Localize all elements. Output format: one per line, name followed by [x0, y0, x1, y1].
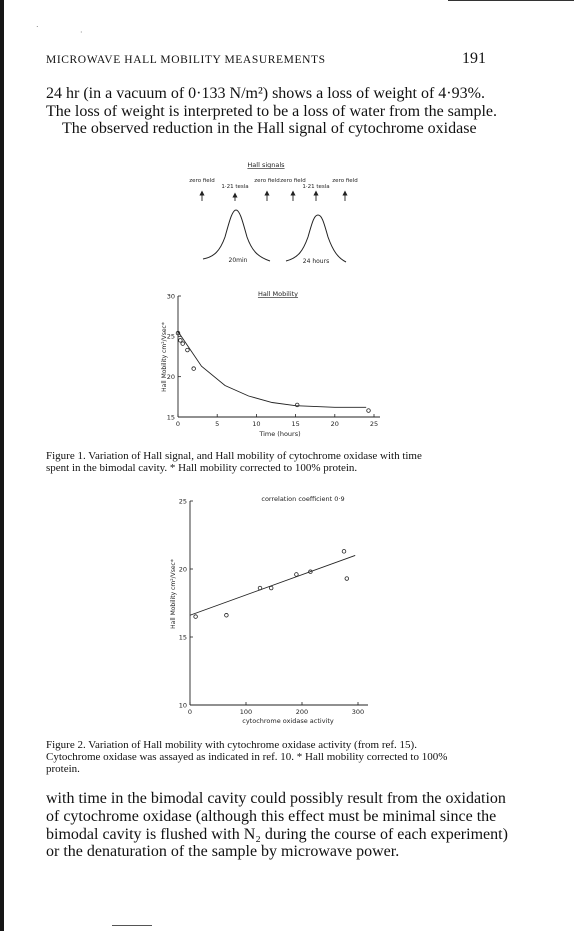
x-tick-label: 0: [175, 420, 181, 428]
chart-2: [170, 495, 368, 725]
x-tick-label: 15: [291, 420, 300, 428]
data-point: [258, 586, 262, 590]
data-point: [225, 613, 229, 617]
x-tick-label: 200: [295, 708, 309, 716]
inset-label: 1·21 tesla: [302, 184, 330, 190]
chart-1: [161, 290, 380, 438]
y-axis-label: Hall Mobility cm²/Vsec*: [161, 322, 168, 392]
data-point: [367, 409, 371, 413]
x-tick-label: 100: [239, 708, 253, 716]
peak-label: 20min: [228, 257, 248, 264]
regression-line: [190, 555, 355, 615]
y-tick-label: 10: [178, 701, 187, 710]
y-tick-label: 20: [166, 372, 175, 381]
fit-curve: [178, 332, 366, 408]
figure-2-caption: [46, 739, 486, 775]
data-point: [295, 573, 299, 577]
text-line: with time in the bimodal cavity could possibly result from the oxidation: [46, 790, 506, 807]
page-edge-shadow: [0, 0, 4, 931]
running-head: MICROWAVE HALL MOBILITY MEASUREMENTS: [46, 54, 326, 66]
y-tick-label: 20: [178, 565, 187, 574]
caption-line: Figure 2. Variation of Hall mobility with cytochrome oxidase activity (from ref. 15).: [46, 739, 417, 751]
figure-1-caption: [46, 450, 486, 474]
hall-signals-inset: [189, 161, 357, 265]
top-rule: [448, 0, 574, 1]
data-point: [186, 348, 190, 352]
page-number: 191: [462, 50, 486, 67]
print-speck: .: [36, 20, 39, 29]
x-tick-label: 5: [215, 420, 220, 428]
bottom-rule: [112, 925, 152, 926]
data-point: [345, 577, 349, 581]
peak-label: 24 hours: [302, 258, 330, 265]
data-point: [192, 367, 196, 371]
figure-2: [148, 490, 368, 730]
x-axis-label: Time (hours): [259, 430, 301, 438]
y-tick-label: 30: [166, 292, 175, 301]
x-axis-label: cytochrome oxidase activity: [242, 717, 334, 725]
x-tick-label: 10: [252, 420, 261, 428]
y-axis-label: Hall Mobility cm²/Vsec*: [170, 559, 177, 629]
y-tick-label: 25: [178, 497, 187, 506]
text-line: The observed reduction in the Hall signal of cytochrome oxidase: [62, 120, 477, 137]
caption-line: Cytochrome oxidase was assayed as indicated in ref. 10. * Hall mobility corrected to 100%: [46, 751, 448, 763]
inset-label: zero field: [332, 178, 358, 184]
y-tick-label: 15: [166, 413, 175, 422]
text-line: or the denaturation of the sample by microwave power.: [46, 843, 400, 861]
text-line: of cytochrome oxidase (although this effect must be minimal since the: [46, 807, 497, 825]
inset-title: Hall signals: [247, 161, 285, 169]
inset-label: 1·21 tesla: [221, 184, 249, 190]
body-paragraph-bottom: [46, 790, 508, 861]
y-tick-label: 15: [178, 633, 187, 642]
print-speck: ·: [80, 28, 83, 37]
x-tick-label: 20: [330, 420, 339, 428]
data-point: [342, 550, 346, 554]
text-line: 24 hr (in a vacuum of 0·133 N/m²) shows a loss of weight of 4·93%.: [46, 85, 485, 102]
y-tick-label: 25: [166, 332, 175, 341]
figure-1: [148, 155, 388, 445]
data-point: [179, 339, 183, 343]
text-line: The loss of weight is interpreted to be a loss of water from the sample.: [46, 102, 497, 120]
x-tick-label: 0: [187, 708, 193, 716]
x-tick-label: 300: [351, 708, 365, 716]
caption-line: Figure 1. Variation of Hall signal, and Hall mobility of cytochrome oxidase with time: [46, 450, 422, 462]
inset-label: zero field: [280, 178, 306, 184]
data-point: [269, 586, 273, 590]
caption-line: protein.: [46, 763, 80, 775]
text-line: bimodal cavity is flushed with N₂ during the course of each experiment): [46, 825, 508, 843]
body-paragraph-top: [46, 85, 497, 138]
caption-line: spent in the bimodal cavity. * Hall mobility corrected to 100% protein.: [46, 462, 358, 474]
chart-title: Hall Mobility: [257, 290, 299, 298]
inset-label: zero field: [254, 178, 280, 184]
x-tick-label: 25: [369, 420, 379, 428]
data-point: [194, 615, 198, 619]
chart-title: correlation coefficient 0·9: [261, 495, 345, 503]
data-point: [181, 342, 185, 346]
inset-label: zero field: [189, 178, 215, 184]
page-header: [46, 50, 486, 70]
